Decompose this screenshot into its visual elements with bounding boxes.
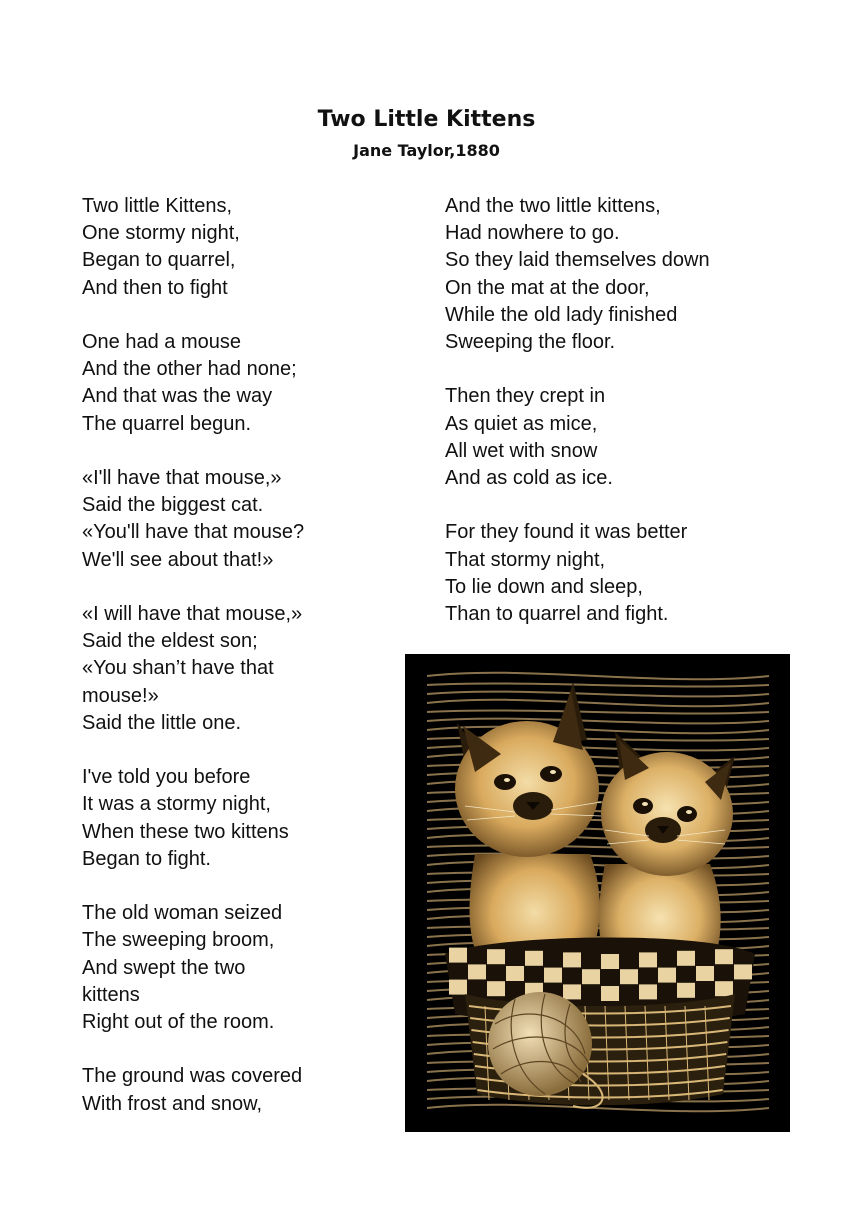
poem-line: And that was the way <box>82 385 273 408</box>
poem-line: And the other had none; <box>82 358 297 381</box>
poem-line: We'll see about that!» <box>82 548 274 571</box>
left-stanza <box>82 601 382 737</box>
poem-line: mouse!» <box>82 684 159 707</box>
poem-line: Said the eldest son; <box>82 630 258 653</box>
poem-line: It was a stormy night, <box>82 793 271 816</box>
left-stanza <box>82 329 382 438</box>
right-stanza <box>445 519 775 628</box>
poem-line: And swept the two <box>82 956 246 979</box>
left-stanza <box>82 764 382 873</box>
poem-line: «I will have that mouse,» <box>82 603 303 625</box>
poem-line: «You'll have that mouse? <box>82 521 305 544</box>
poem-line: Then they crept in <box>445 385 606 408</box>
poem-line: And the two little kittens, <box>445 195 661 217</box>
left-stanza <box>82 193 382 302</box>
poem-right-column <box>445 193 775 655</box>
poem-line: Than to quarrel and fight. <box>445 603 669 626</box>
poem-author: Jane Taylor,1880 <box>353 141 500 160</box>
poem-header <box>0 104 853 164</box>
poem-line: To lie down and sleep, <box>445 575 643 598</box>
poem-line: I've told you before <box>82 766 251 789</box>
poem-line: Sweeping the floor. <box>445 331 616 354</box>
poem-line: For they found it was better <box>445 521 688 544</box>
poem-line: As quiet as mice, <box>445 412 598 435</box>
poem-line: When these two kittens <box>82 820 289 843</box>
poem-line: Said the biggest cat. <box>82 494 264 517</box>
left-stanza <box>82 465 382 574</box>
poem-line: Said the little one. <box>82 711 241 734</box>
poem-line: One stormy night, <box>82 222 240 245</box>
kittens-artwork <box>405 654 790 1132</box>
poem-line: The quarrel begun. <box>82 412 252 435</box>
poem-line: One had a mouse <box>82 331 241 353</box>
poem-line: Had nowhere to go. <box>445 222 620 245</box>
poem-line: All wet with snow <box>445 439 598 462</box>
poem-line: That stormy night, <box>445 548 606 571</box>
poem-line: With frost and snow, <box>82 1092 263 1115</box>
basket <box>445 937 755 1105</box>
left-stanza <box>82 900 382 1036</box>
poem-line: Began to quarrel, <box>82 249 236 272</box>
poem-line: And as cold as ice. <box>445 467 613 490</box>
poem-left-column <box>82 193 382 1145</box>
poem-line: And then to fight <box>82 276 228 299</box>
poem-line: Right out of the room. <box>82 1011 275 1034</box>
kittens-illustration <box>405 654 790 1132</box>
poem-line: So they laid themselves down <box>445 249 710 272</box>
left-stanza <box>82 1063 382 1117</box>
poem-line: The old woman seized <box>82 902 283 925</box>
poem-line: «You shan’t have that <box>82 657 274 680</box>
poem-line: The ground was covered <box>82 1065 303 1088</box>
poem-line: While the old lady finished <box>445 303 678 326</box>
right-stanza <box>445 383 775 492</box>
poem-line: kittens <box>82 983 140 1006</box>
poem-line: Began to fight. <box>82 847 211 870</box>
poem-line: Two little Kittens, <box>82 195 233 217</box>
poem-line: On the mat at the door, <box>445 276 650 299</box>
poem-title: Two Little Kittens <box>317 107 536 132</box>
poem-line: The sweeping broom, <box>82 929 275 952</box>
poem-line: «I'll have that mouse,» <box>82 467 282 489</box>
right-stanza <box>445 193 775 356</box>
